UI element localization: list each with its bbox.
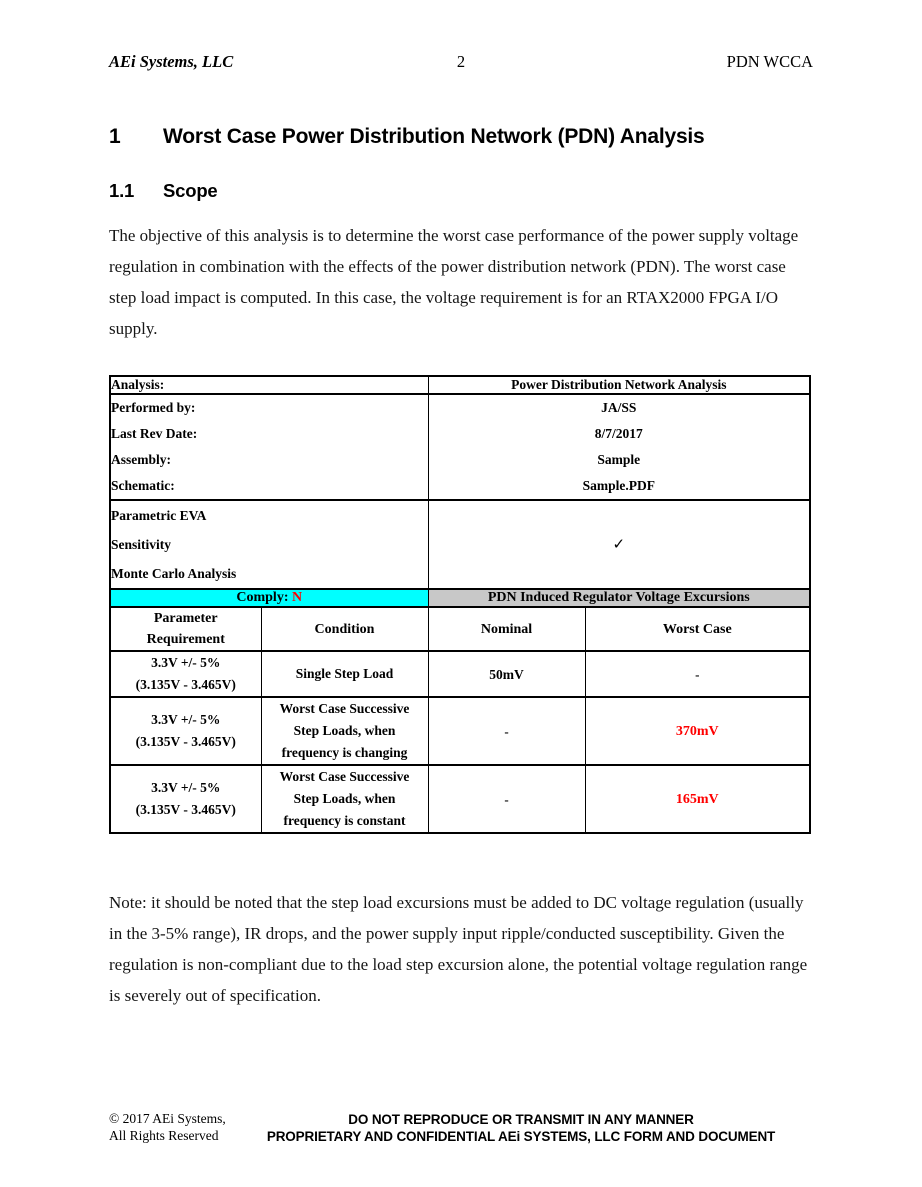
table-row — [110, 697, 810, 765]
scope-paragraph: The objective of this analysis is to determine the worst case performance of the power supply voltage regulation in combination with the effects of the power distribution network (PDN). The worst case step load impact is computed. In this case, the voltage requirement is for an RTAX2000 FPGA I/O supply. — [109, 226, 799, 338]
table-row-comply — [110, 589, 810, 607]
condition-line-3: frequency is changing — [281, 745, 408, 760]
param-line-1: 3.3V +/- 5% — [151, 780, 221, 795]
info-value-assembly: Sample — [597, 452, 641, 467]
info-label-schematic: Schematic: — [111, 478, 175, 493]
cell-condition — [261, 765, 428, 833]
parametric-check-cell — [428, 500, 810, 589]
param-line-2: (3.135V - 3.465V) — [135, 802, 236, 817]
header-company-name: AEi Systems, LLC — [109, 52, 234, 71]
table-header-row — [110, 607, 810, 651]
cell-condition — [261, 697, 428, 765]
parametric-label-eva: Parametric EVA — [111, 508, 207, 523]
param-line-2: (3.135V - 3.465V) — [135, 734, 236, 749]
column-header-nominal: Nominal — [428, 607, 585, 651]
column-header-line-1: Parameter — [153, 611, 218, 626]
footer-disclaimer — [229, 1111, 813, 1145]
info-value-performed-by: JA/SS — [601, 400, 637, 415]
condition-line-2: Step Loads, when — [293, 791, 396, 806]
parametric-label-sensitivity: Sensitivity — [111, 537, 172, 552]
info-labels-cell — [110, 394, 428, 500]
table-row-info-block — [110, 394, 810, 500]
condition-line-1: Worst Case Successive — [279, 769, 410, 784]
excursions-header-cell: PDN Induced Regulator Voltage Excursions — [428, 589, 810, 607]
column-header-parameter-requirement — [110, 607, 261, 651]
condition-line-3: frequency is constant — [283, 813, 406, 828]
table-row — [110, 765, 810, 833]
cell-worst-case: - — [585, 651, 810, 697]
header-document-code: PDN WCCA — [726, 52, 813, 71]
column-header-line-2: Requirement — [146, 632, 225, 647]
condition-line-2: Step Loads, when — [293, 723, 396, 738]
check-icon: ✓ — [612, 537, 626, 553]
pdn-analysis-table-wrapper — [109, 375, 809, 834]
cell-nominal: - — [428, 765, 585, 833]
comply-status-cell — [110, 589, 428, 607]
comply-label: Comply: — [236, 590, 289, 605]
analysis-value-cell: Power Distribution Network Analysis — [428, 376, 810, 394]
param-line-1: 3.3V +/- 5% — [151, 655, 221, 670]
condition-line-1: Worst Case Successive — [279, 701, 410, 716]
pdn-analysis-table — [109, 375, 811, 834]
note-paragraph: Note: it should be noted that the step load excursions must be added to DC voltage regulation (usually in the 3-5% range), IR drops, and the power supply input ripple/conducted susceptibility. Given the regulation is non-compliant due to the load step excursion alone, the potential voltage regulation range is severely out of specification. — [109, 893, 808, 1005]
table-row — [110, 651, 810, 697]
param-line-2: (3.135V - 3.465V) — [135, 677, 236, 692]
column-header-worst-case: Worst Case — [585, 607, 810, 651]
footer-disclaimer-line-1: DO NOT REPRODUCE OR TRANSMIT IN ANY MANNER — [348, 1112, 694, 1127]
parametric-label-monte-carlo: Monte Carlo Analysis — [111, 566, 237, 581]
info-label-last-rev-date: Last Rev Date: — [111, 426, 198, 441]
page-footer — [109, 1110, 813, 1152]
cell-worst-case: 165mV — [585, 765, 810, 833]
footer-copyright-line-2: All Rights Reserved — [109, 1128, 219, 1143]
section-number: 1 — [109, 125, 121, 148]
param-line-1: 3.3V +/- 5% — [151, 712, 221, 727]
header-page-number: 2 — [456, 52, 466, 71]
parametric-labels-cell — [110, 500, 428, 589]
analysis-label-cell: Analysis: — [110, 376, 428, 394]
table-row-analysis — [110, 376, 810, 394]
info-value-last-rev-date: 8/7/2017 — [594, 426, 643, 441]
subsection-heading — [109, 180, 218, 202]
status-badge: N — [292, 590, 303, 605]
footer-disclaimer-line-2: PROPRIETARY AND CONFIDENTIAL AEi SYSTEMS, LLC FORM AND DOCUMENT — [266, 1129, 776, 1144]
subsection-number: 1.1 — [109, 180, 135, 201]
info-label-assembly: Assembly: — [111, 452, 171, 467]
running-header — [109, 52, 813, 78]
cell-parameter-requirement — [110, 651, 261, 697]
column-header-condition: Condition — [261, 607, 428, 651]
footer-copyright-line-1: © 2017 AEi Systems, — [109, 1111, 226, 1126]
cell-nominal: - — [428, 697, 585, 765]
condition-line-1: Single Step Load — [295, 666, 394, 681]
table-row-parametric — [110, 500, 810, 589]
page-title — [109, 125, 705, 149]
cell-nominal: 50mV — [428, 651, 585, 697]
subsection-title: Scope — [163, 180, 218, 201]
cell-parameter-requirement — [110, 765, 261, 833]
section-title: Worst Case Power Distribution Network (PDN) Analysis — [163, 125, 705, 148]
info-value-schematic: Sample.PDF — [582, 478, 655, 493]
cell-worst-case: 370mV — [585, 697, 810, 765]
cell-condition — [261, 651, 428, 697]
cell-parameter-requirement — [110, 697, 261, 765]
info-label-performed-by: Performed by: — [111, 400, 196, 415]
info-values-cell — [428, 394, 810, 500]
